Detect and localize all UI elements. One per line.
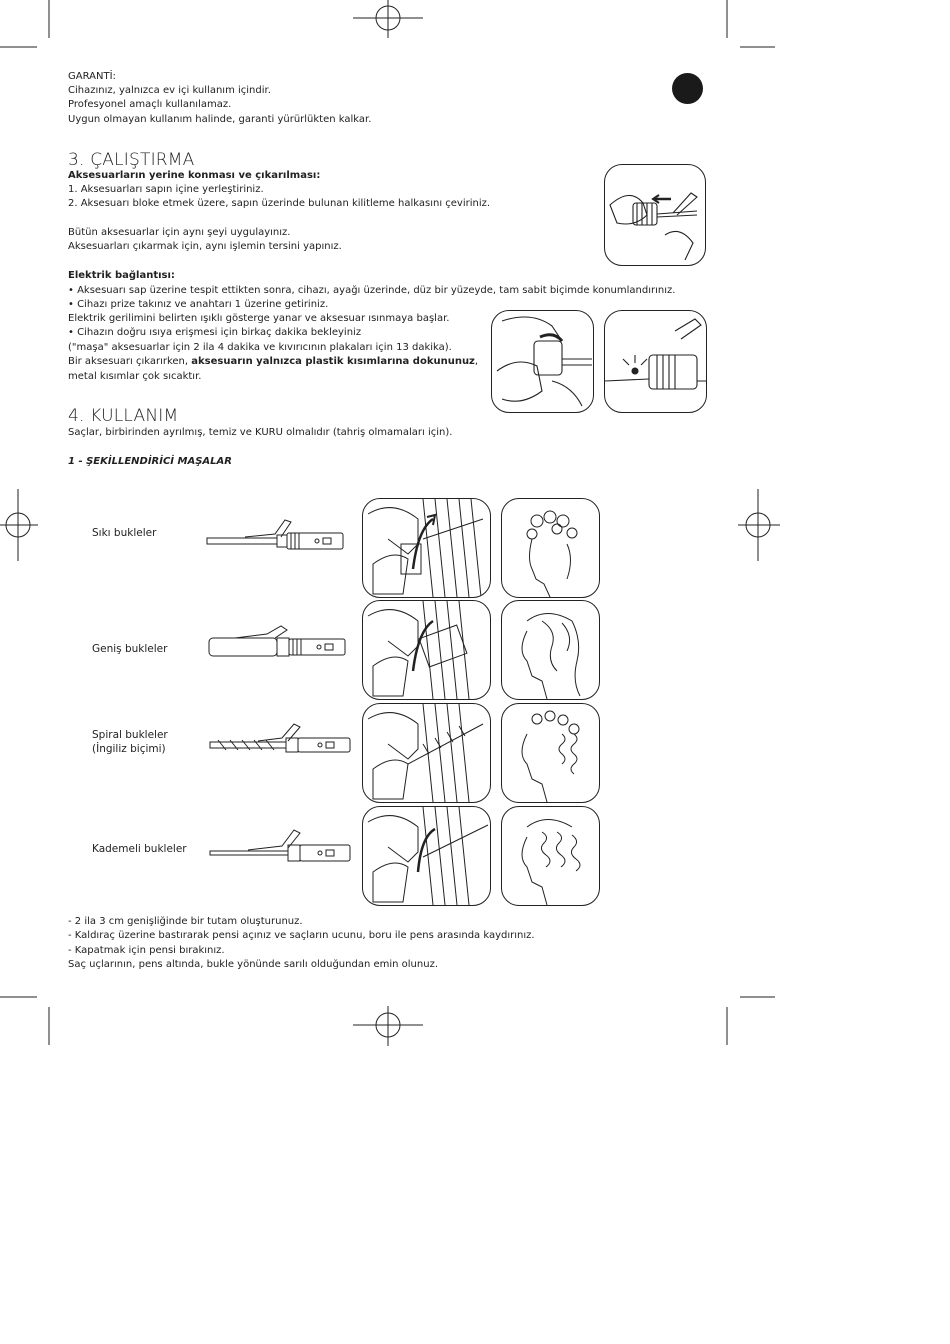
accessories-step: 1. Aksesuarları sapın içine yerleştiriniz. bbox=[68, 184, 264, 195]
curl-label: Spiral bukleler bbox=[92, 729, 168, 741]
registration-mark-icon bbox=[353, 1004, 423, 1046]
accessories-note: Aksesuarları çıkarmak için, aynı işlemin tersini yapınız. bbox=[68, 241, 342, 252]
electric-line: • Cihazı prize takınız ve anahtarı 1 üzerine getiriniz. bbox=[68, 299, 329, 310]
electric-last: metal kısımlar çok sıcaktır. bbox=[68, 371, 202, 382]
black-circle-badge bbox=[672, 73, 703, 104]
warranty-line: Cihazınız, yalnızca ev içi kullanım içindir. bbox=[68, 85, 271, 96]
usage-step: - 2 ila 3 cm genişliğinde bir tutam oluşturunuz. bbox=[68, 916, 303, 927]
usage-step: - Kapatmak için pensi bırakınız. bbox=[68, 945, 225, 956]
graduated-curl-result-illustration bbox=[501, 806, 600, 906]
curl-label: Geniş bukleler bbox=[92, 643, 168, 655]
registration-mark-icon bbox=[353, 0, 423, 40]
warranty-line: Profesyonel amaçlı kullanılamaz. bbox=[68, 99, 232, 110]
electric-line: ("maşa" aksesuarlar için 2 ila 4 dakika ve kıvırıcının plakaları için 13 dakika). bbox=[68, 342, 452, 353]
accessory-insert-illustration bbox=[604, 164, 706, 266]
wide-curl-application-illustration bbox=[362, 600, 491, 700]
spiral-curl-result-illustration bbox=[501, 703, 600, 803]
curl-label: Kademeli bukleler bbox=[92, 843, 187, 855]
warranty-line: Uygun olmayan kullanım halinde, garanti yürürlükten kalkar. bbox=[68, 114, 372, 125]
warranty-title: GARANTİ: bbox=[68, 71, 116, 82]
section-3-title: 3. ÇALIŞTIRMA bbox=[68, 150, 195, 170]
usage-step: Saç uçlarının, pens altında, bukle yönünde sarılı olduğundan emin olunuz. bbox=[68, 959, 438, 970]
warning-bold: aksesuarın yalnızca plastik kısımlarına dokununuz bbox=[191, 356, 475, 367]
accessories-note: Bütün aksesuarlar için aynı şeyi uygulayınız. bbox=[68, 227, 291, 238]
curl-label-secondary: (İngiliz biçimi) bbox=[92, 743, 166, 755]
graduated-curl-tong-icon bbox=[208, 826, 353, 866]
electric-heading: Elektrik bağlantısı: bbox=[68, 270, 175, 281]
accessories-step: 2. Aksesuarı bloke etmek üzere, sapın üzerinde bulunan kilitleme halkasını çeviriniz. bbox=[68, 198, 491, 209]
tight-curl-result-illustration bbox=[501, 498, 600, 598]
graduated-curl-application-illustration bbox=[362, 806, 491, 906]
section-4-intro: Saçlar, birbirinden ayrılmış, temiz ve KURU olmalıdır (tahriş olmamaları için). bbox=[68, 427, 453, 438]
registration-mark-icon bbox=[736, 485, 780, 565]
spiral-curl-tong-icon bbox=[208, 722, 353, 758]
accessories-heading: Aksesuarların yerine konması ve çıkarılması: bbox=[68, 170, 321, 181]
electric-line: • Cihazın doğru ısıya erişmesi için birkaç dakika bekleyiniz bbox=[68, 327, 362, 338]
electric-line: • Aksesuarı sap üzerine tespit ettikten sonra, cihazı, ayağı üzerinde, düz bir yüzeyde, tam sabit biçimde konumlandırınız. bbox=[68, 285, 676, 296]
tight-curl-tong-icon bbox=[205, 512, 347, 552]
tight-curl-application-illustration bbox=[362, 498, 491, 598]
section-4-title: 4. KULLANIM bbox=[68, 406, 179, 426]
wide-curl-tong-icon bbox=[205, 624, 350, 664]
electric-line: Elektrik gerilimini belirten ışıklı gösterge yanar ve aksesuar ısınmaya başlar. bbox=[68, 313, 450, 324]
wide-curl-result-illustration bbox=[501, 600, 600, 700]
spiral-curl-application-illustration bbox=[362, 703, 491, 803]
electric-warning bbox=[68, 355, 478, 370]
warning-prefix: Bir aksesuarı çıkarırken, bbox=[68, 356, 192, 367]
curling-tongs-subheading: 1 - ŞEKİLLENDİRİCİ MAŞALAR bbox=[68, 456, 232, 467]
warning-suffix: , bbox=[474, 356, 479, 367]
curl-label: Sıkı bukleler bbox=[92, 527, 157, 539]
plug-in-illustration bbox=[491, 310, 594, 413]
indicator-light-illustration bbox=[604, 310, 707, 413]
registration-mark-icon bbox=[0, 485, 40, 565]
usage-step: - Kaldıraç üzerine bastırarak pensi açınız ve saçların ucunu, boru ile pens arasında kaydırınız. bbox=[68, 930, 535, 941]
